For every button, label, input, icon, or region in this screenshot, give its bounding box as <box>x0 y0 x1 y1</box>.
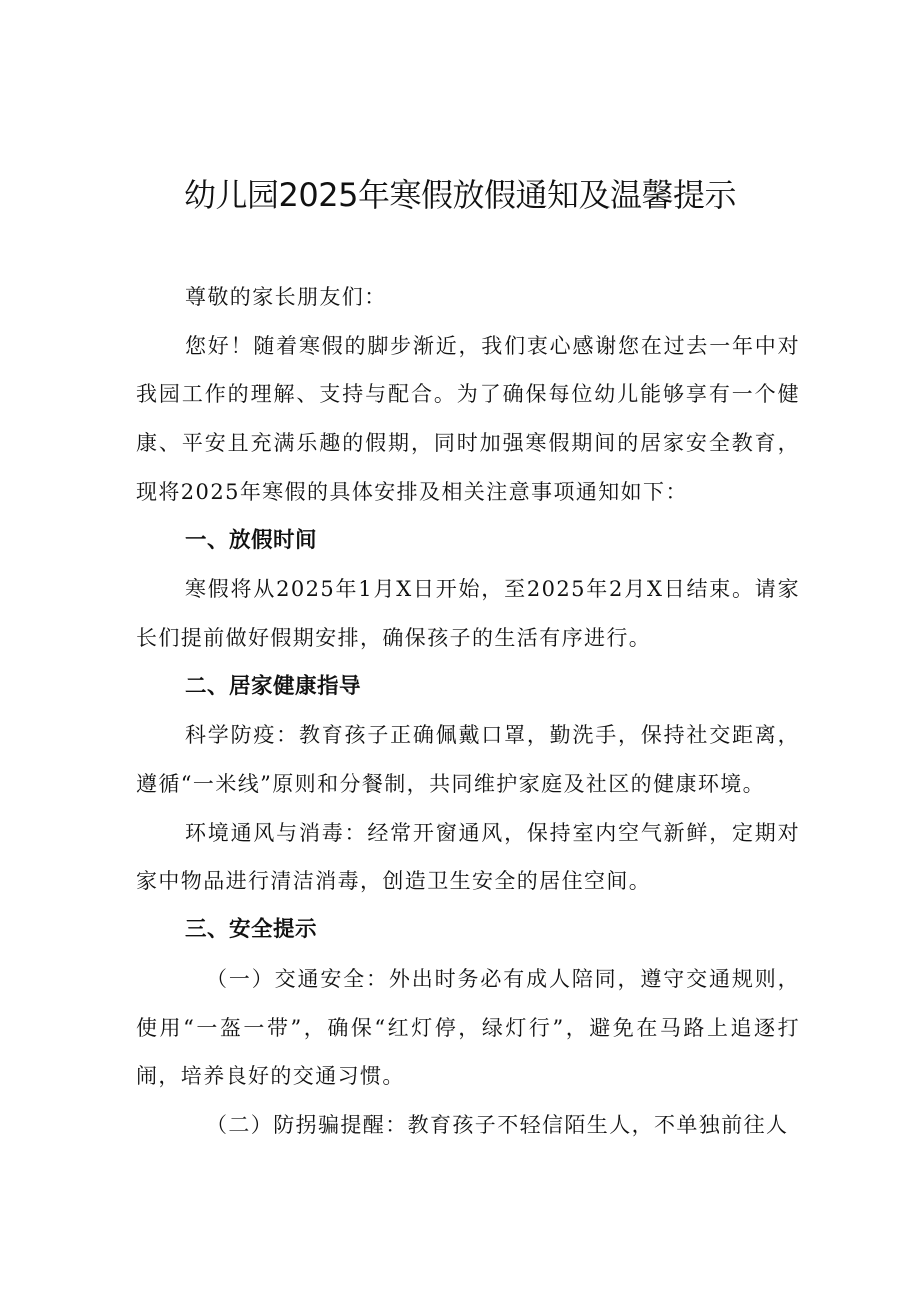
section-heading-safety-tips: 三、安全提示 <box>185 917 318 943</box>
holiday-time-paragraph: 寒假将从2025年1月X日开始，至2025年2月X日结束。请家长们提前做好假期安排，确保孩子的生活有序进行。 <box>136 577 800 650</box>
ventilation-disinfection-paragraph: 环境通风与消毒：经常开窗通风，保持室内空气新鲜，定期对家中物品进行清洁消毒，创造卫生安全的居住空间。 <box>136 820 800 894</box>
intro-paragraph: 您好！随着寒假的脚步渐近，我们衷心感谢您在过去一年中对我园工作的理解、支持与配合。为了确保每位幼儿能够享有一个健康、平安且充满乐趣的假期，同时加强寒假期间的居家安全教育，现将2025年寒假的具体安排及相关注意事项通知如下： <box>136 333 800 504</box>
anti-abduction-paragraph: （二）防拐骗提醒：教育孩子不轻信陌生人，不单独前往人 <box>206 1112 789 1137</box>
epidemic-prevention-paragraph: 科学防疫：教育孩子正确佩戴口罩，勤洗手，保持社交距离，遵循“一米线”原则和分餐制，共同维护家庭及社区的健康环境。 <box>136 723 800 797</box>
section-heading-holiday-time: 一、放假时间 <box>185 527 318 553</box>
document-body <box>136 273 800 1150</box>
salutation: 尊敬的家长朋友们： <box>185 285 387 309</box>
document-title: 幼儿园2025年寒假放假通知及温馨提示 <box>184 176 736 214</box>
traffic-safety-paragraph: （一）交通安全：外出时务必有成人陪同，遵守交通规则，使用“一盔一带”，确保“红灯停，绿灯行”，避免在马路上追逐打闹，培养良好的交通习惯。 <box>136 966 800 1089</box>
section-heading-home-health: 二、居家健康指导 <box>185 673 362 699</box>
